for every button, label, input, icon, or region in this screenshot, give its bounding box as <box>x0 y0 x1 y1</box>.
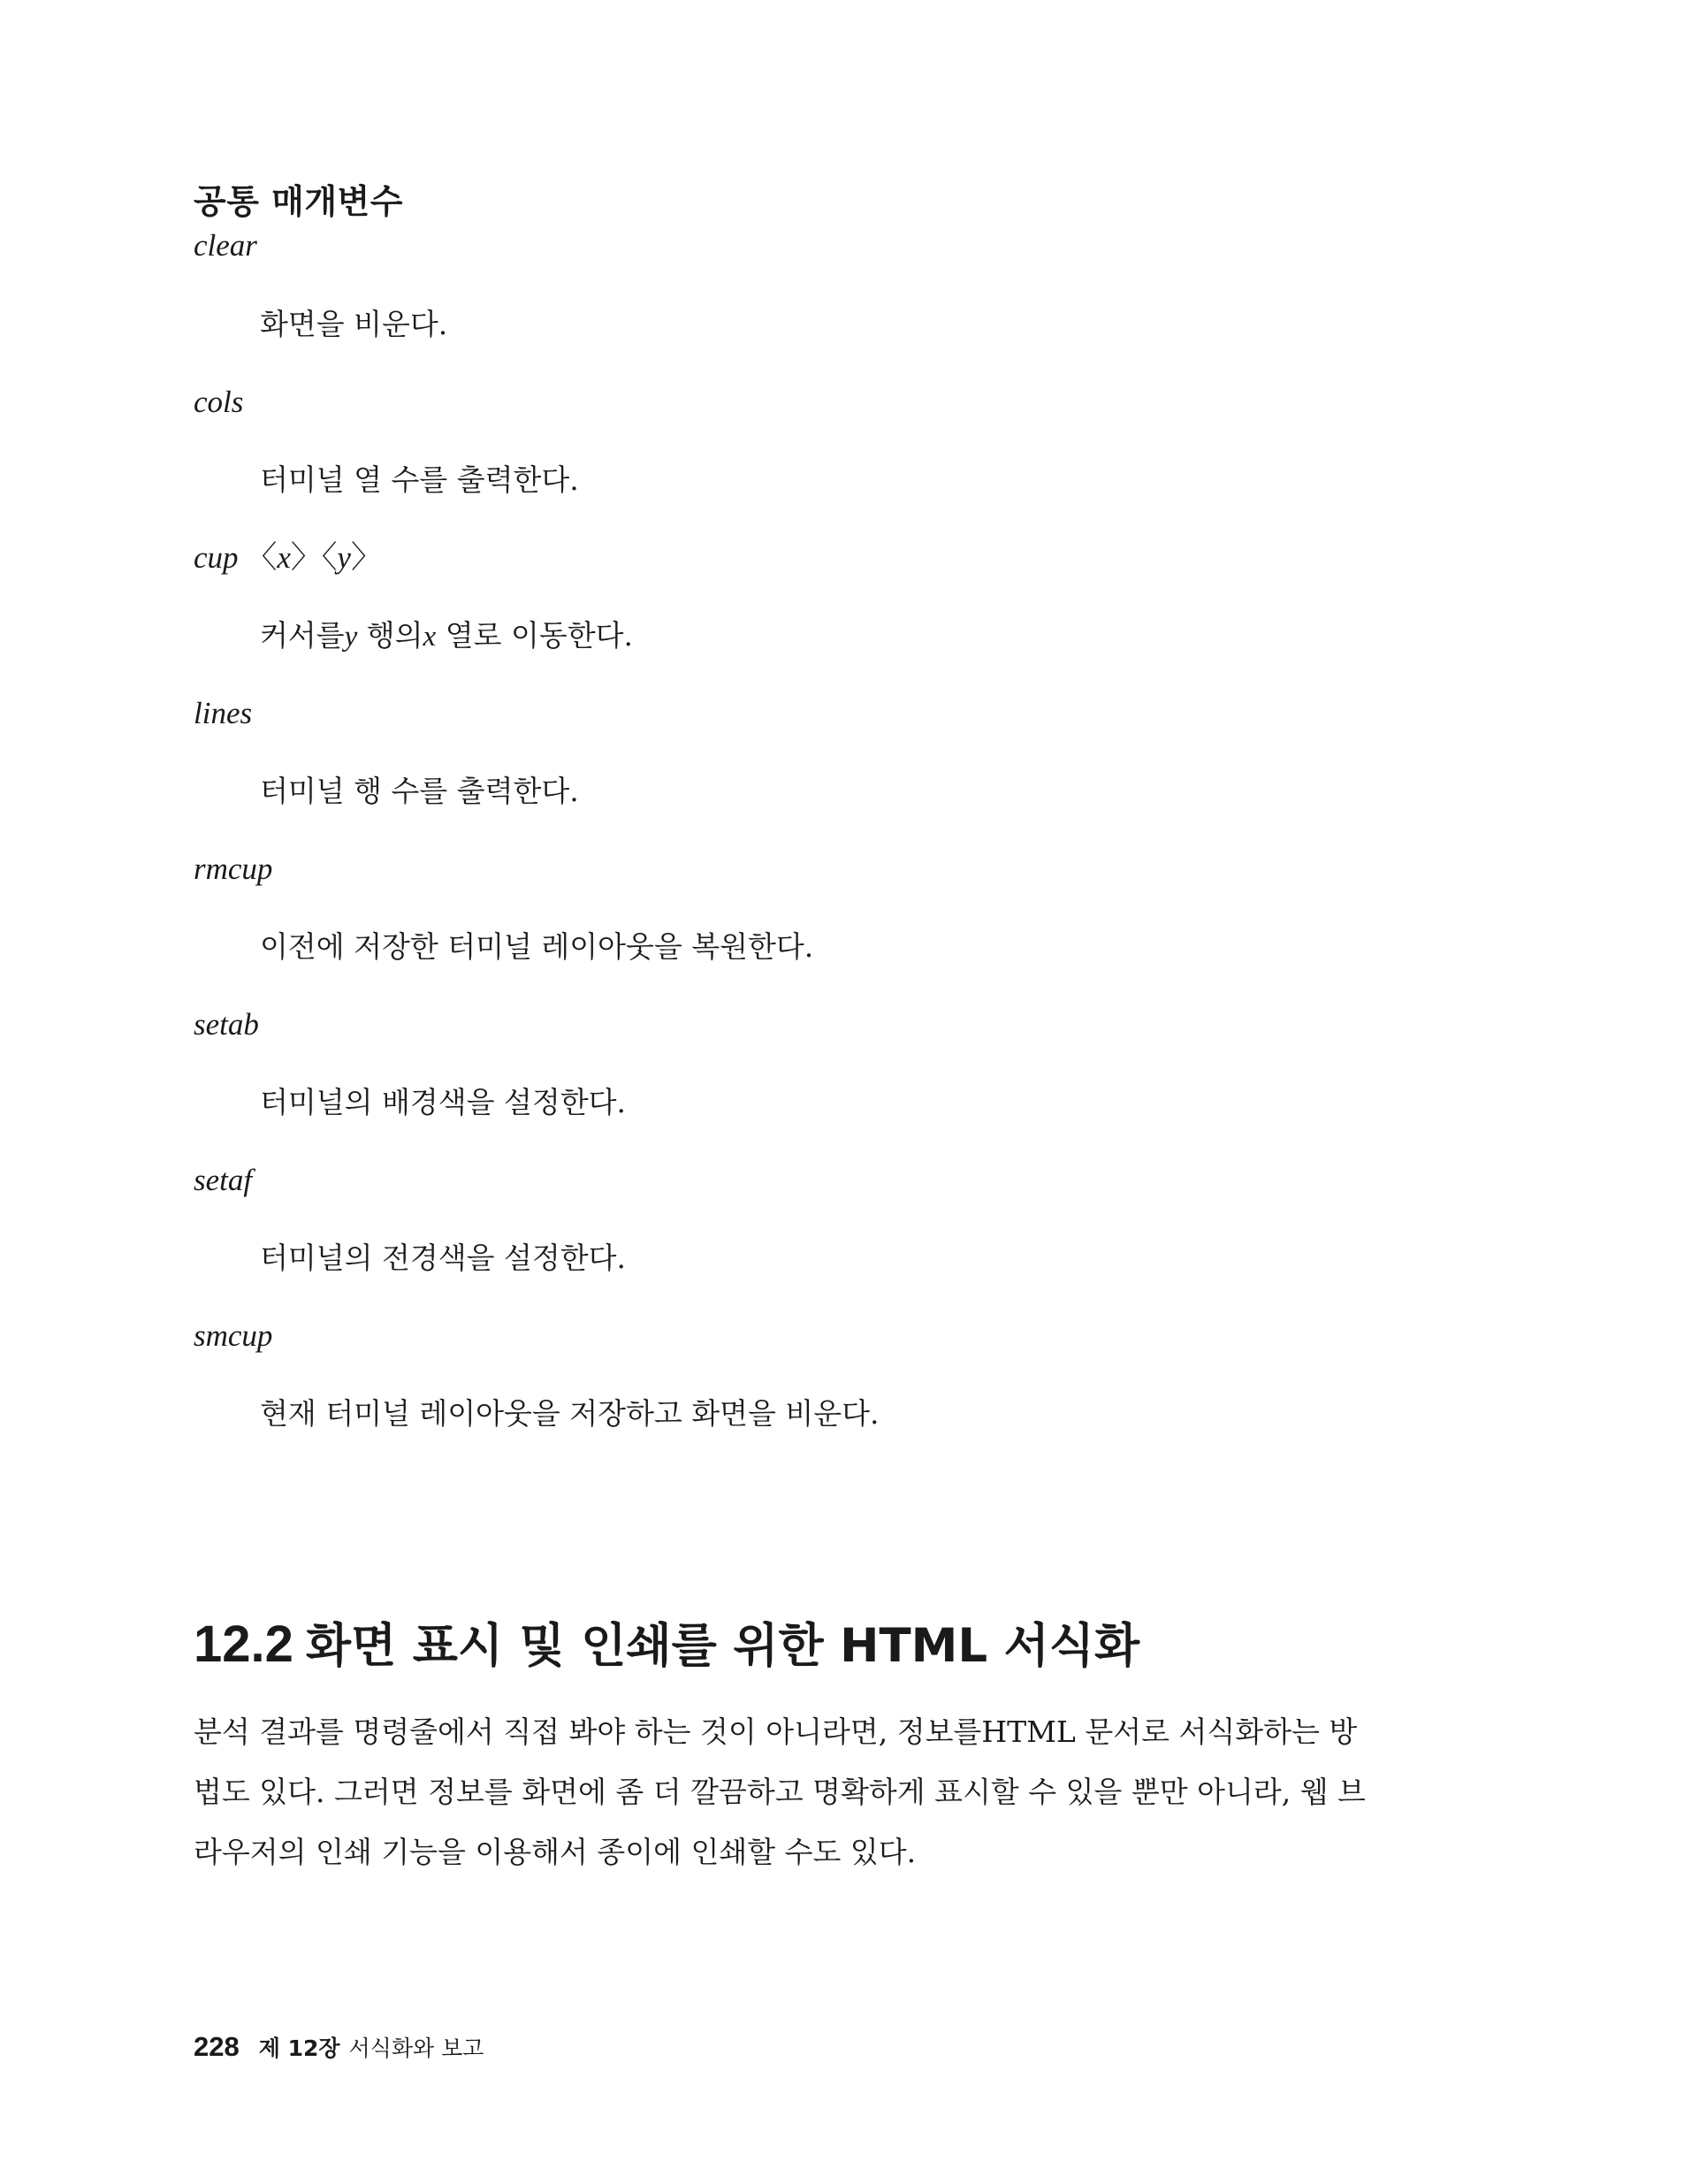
param-term-lines: lines <box>194 696 253 730</box>
page-number: 228 <box>194 2031 240 2062</box>
param-term-clear: clear <box>194 228 257 263</box>
param-desc-lines: 터미널 행 수를 출력한다. <box>260 774 579 808</box>
param-desc-clear: 화면을 비운다. <box>260 307 448 341</box>
cup-desc-suffix: 열로 이동한다. <box>436 618 633 653</box>
param-arg-x: x <box>277 540 291 575</box>
body-line: 라우저의 인쇄 기능을 이용해서 종이에 인쇄할 수도 있다. <box>194 1835 917 1869</box>
param-term-cup <box>194 536 382 580</box>
footer-chapter-label: 제 12장 <box>258 2035 340 2061</box>
param-term-setab: setab <box>194 1007 259 1042</box>
param-term-rmcup: rmcup <box>194 851 273 886</box>
section-title: 화면 표시 및 인쇄를 위한 HTML 서식화 <box>305 1619 1140 1673</box>
cup-desc-var-x: x <box>423 621 437 653</box>
cup-desc-mid: 행의 <box>357 618 423 653</box>
angle-close-icon: 〉 <box>290 540 322 576</box>
page-footer <box>194 2029 484 2066</box>
param-desc-setaf: 터미널의 전경색을 설정한다. <box>260 1241 627 1275</box>
angle-close-icon: 〉 <box>350 540 382 576</box>
param-desc-cup <box>260 614 633 659</box>
angle-open-icon: 〈 <box>321 540 338 576</box>
footer-chapter-title: 서식화와 보고 <box>348 2035 484 2061</box>
param-term-cup-name: cup <box>194 540 239 575</box>
param-arg-y: y <box>337 540 351 575</box>
section-number: 12.2 <box>194 1615 293 1673</box>
param-desc-rmcup: 이전에 저장한 터미널 레이아웃을 복원한다. <box>260 929 814 964</box>
param-desc-smcup: 현재 터미널 레이아웃을 저장하고 화면을 비운다. <box>260 1396 880 1431</box>
body-line: 분석 결과를 명령줄에서 직접 봐야 하는 것이 아니라면, 정보를HTML 문서로 서식화하는 방 <box>194 1714 1358 1749</box>
param-term-smcup: smcup <box>194 1318 273 1353</box>
cup-desc-var-y: y <box>344 621 358 653</box>
body-paragraph <box>194 1702 1378 1882</box>
angle-open-icon: 〈 <box>246 540 278 576</box>
chapter-section-heading <box>194 1611 1139 1680</box>
param-term-setaf: setaf <box>194 1163 253 1197</box>
param-desc-setab: 터미널의 배경색을 설정한다. <box>260 1085 627 1119</box>
section-heading: 공통 매개변수 <box>194 182 403 221</box>
cup-desc-prefix: 커서를 <box>260 618 345 653</box>
param-desc-cols: 터미널 열 수를 출력한다. <box>260 462 579 497</box>
body-line: 법도 있다. 그러면 정보를 화면에 좀 더 깔끔하고 명확하게 표시할 수 있을 뿐만 아니라, 웹 브 <box>194 1775 1366 1809</box>
param-term-cols: cols <box>194 385 244 419</box>
